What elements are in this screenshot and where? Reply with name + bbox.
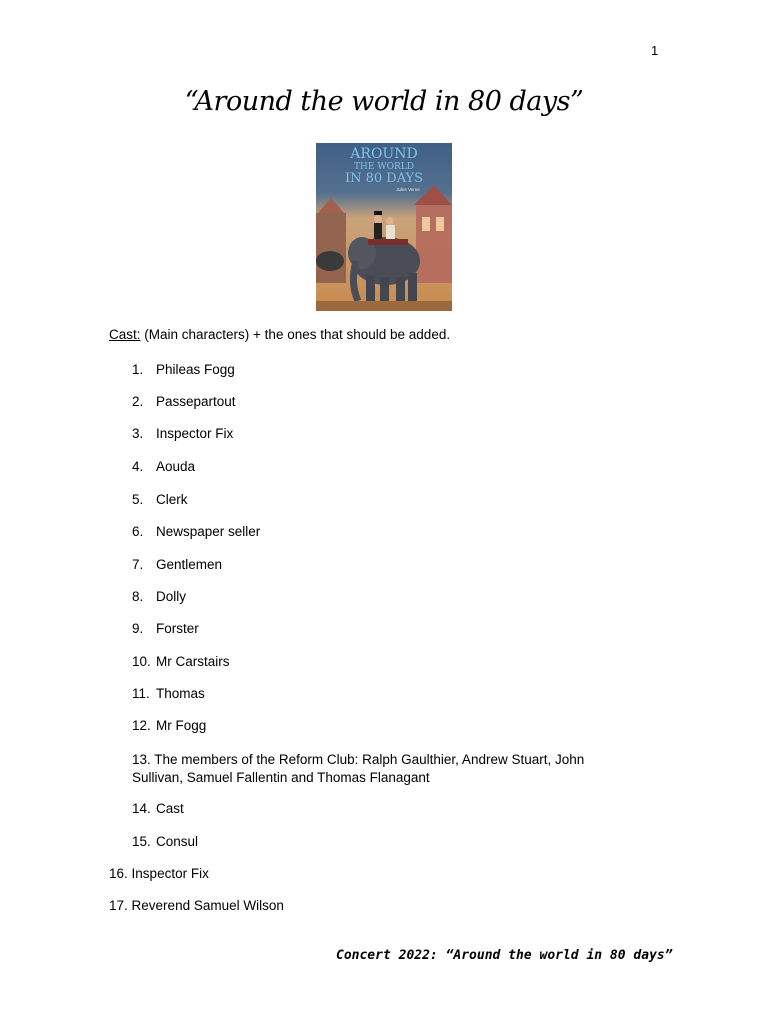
list-item-name: Cast xyxy=(156,801,184,816)
list-item-number: 11. xyxy=(132,686,150,701)
list-item-name: Gentlemen xyxy=(156,557,223,572)
cast-label: Cast: xyxy=(109,327,141,342)
list-item-number: 2. xyxy=(132,394,144,409)
list-item xyxy=(132,589,186,604)
list-item xyxy=(109,866,209,881)
document-title: “Around the world in 80 days” xyxy=(184,86,584,117)
list-item-number: 14. xyxy=(132,801,151,816)
list-item-number: 8. xyxy=(132,589,144,604)
list-item-number: 5. xyxy=(132,492,144,507)
page-number: 1 xyxy=(651,43,659,58)
list-item-number: 16. xyxy=(109,866,128,881)
list-item-name: Inspector Fix xyxy=(156,426,234,441)
list-item-number: 9. xyxy=(132,621,144,636)
list-item-name: Inspector Fix xyxy=(131,866,209,881)
list-item-number: 4. xyxy=(132,459,144,474)
list-item-number: 7. xyxy=(132,557,144,572)
list-item-name: Phileas Fogg xyxy=(156,362,235,377)
list-item-name: Forster xyxy=(156,621,199,636)
cover-author: Jules Verne xyxy=(396,187,420,192)
list-item-number: 13. xyxy=(132,752,151,767)
list-item-number: 17. xyxy=(109,898,128,913)
list-item-name: Mr Fogg xyxy=(156,718,207,733)
list-item xyxy=(132,426,233,441)
cover-title-line3: IN 80 DAYS xyxy=(344,171,424,186)
list-item-number: 12. xyxy=(132,718,151,733)
list-item-name: The members of the Reform Club: Ralph Gaulthier, Andrew Stuart, John Sullivan, Samuel Fallentin and Thomas Flanagant xyxy=(132,752,585,785)
list-item-name: Reverend Samuel Wilson xyxy=(131,898,284,913)
list-item-number: 10. xyxy=(132,654,151,669)
list-item xyxy=(132,834,198,849)
list-item-name: Newspaper seller xyxy=(156,524,261,539)
cast-description: (Main characters) + the ones that should be added. xyxy=(140,327,451,342)
list-item xyxy=(132,621,199,636)
list-item xyxy=(132,718,206,733)
list-item-name: Passepartout xyxy=(156,394,236,409)
cast-heading xyxy=(109,327,450,342)
list-item-number: 6. xyxy=(132,524,144,539)
list-item-name: Aouda xyxy=(156,459,196,474)
list-item xyxy=(132,686,205,701)
list-item-name: Clerk xyxy=(156,492,188,507)
list-item xyxy=(132,654,230,669)
list-item xyxy=(132,492,188,507)
list-item-number: 15. xyxy=(132,834,151,849)
page-footer: Concert 2022: “Around the world in 80 days” xyxy=(336,948,673,963)
list-item xyxy=(132,362,235,377)
list-item xyxy=(132,801,184,816)
list-item xyxy=(132,459,195,474)
list-item xyxy=(132,557,222,572)
list-item-number: 1. xyxy=(132,362,144,377)
list-item-number: 3. xyxy=(132,426,144,441)
list-item xyxy=(109,898,284,913)
cover-title-line1: AROUND xyxy=(350,146,418,162)
list-item-name: Consul xyxy=(156,834,199,849)
list-item-name: Dolly xyxy=(156,589,187,604)
book-cover-illustration xyxy=(316,143,452,311)
list-item-name: Mr Carstairs xyxy=(156,654,230,669)
cover-title-line2: THE WORLD xyxy=(354,162,414,172)
list-item xyxy=(132,751,632,787)
book-cover-image xyxy=(316,143,452,311)
list-item-name: Thomas xyxy=(156,686,205,701)
list-item xyxy=(132,394,236,409)
list-item xyxy=(132,524,260,539)
